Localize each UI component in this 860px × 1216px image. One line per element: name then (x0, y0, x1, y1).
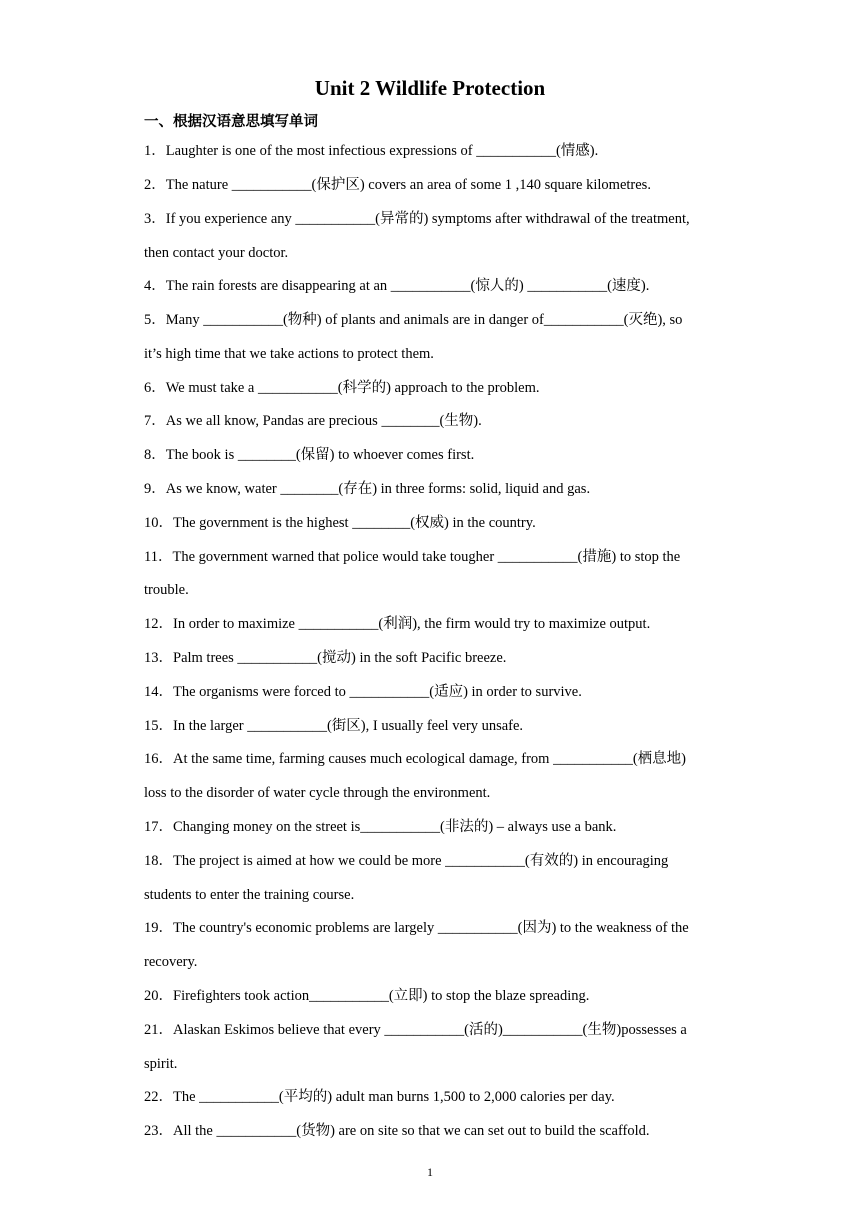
question-line: 17．Changing money on the street is___________(非法的) – always use a bank. (144, 819, 617, 835)
question-line: 11．The government warned that police would take tougher ___________(措施) to stop the (144, 549, 681, 565)
question-line: 3．If you experience any ___________(异常的) symptoms after withdrawal of the treatment, (144, 211, 690, 227)
question-line-continuation: it’s high time that we take actions to protect them. (144, 346, 434, 362)
question-line-continuation: recovery. (144, 954, 198, 970)
question-line: 22．The ___________(平均的) adult man burns 1,500 to 2,000 calories per day. (144, 1089, 615, 1105)
page-title: Unit 2 Wildlife Protection (314, 76, 546, 100)
question-line-continuation: students to enter the training course. (144, 887, 355, 903)
question-line: 20．Firefighters took action___________(立即) to stop the blaze spreading. (144, 988, 590, 1004)
question-line: 1．Laughter is one of the most infectious expressions of ___________(情感). (144, 143, 599, 159)
question-line: 8．The book is ________(保留) to whoever comes first. (144, 447, 475, 463)
question-line: 5．Many ___________(物种) of plants and animals are in danger of___________(灭绝), so (144, 312, 683, 328)
question-line: 23．All the ___________(货物) are on site so that we can set out to build the scaffold. (144, 1123, 650, 1139)
section-heading: 一、根据汉语意思填写单词 (144, 114, 318, 130)
question-line: 7．As we all know, Pandas are precious ________(生物). (144, 413, 482, 429)
question-line: 21．Alaskan Eskimos believe that every ___________(活的)___________(生物)possesses a (144, 1022, 687, 1038)
page-number: 1 (427, 1165, 433, 1179)
question-line: 2．The nature ___________(保护区) covers an area of some 1 ,140 square kilometres. (144, 177, 651, 193)
question-line: 4．The rain forests are disappearing at an ___________(惊人的) ___________(速度). (144, 278, 650, 294)
question-line: 9．As we know, water ________(存在) in three forms: solid, liquid and gas. (144, 481, 591, 497)
question-line-continuation: trouble. (144, 582, 189, 598)
question-line: 13．Palm trees ___________(搅动) in the soft Pacific breeze. (144, 650, 507, 666)
question-line: 19．The country's economic problems are largely ___________(因为) to the weakness of the (144, 920, 689, 936)
question-line-continuation: loss to the disorder of water cycle through the environment. (144, 785, 491, 801)
question-line: 6．We must take a ___________(科学的) approach to the problem. (144, 380, 540, 396)
question-line: 14．The organisms were forced to ___________(适应) in order to survive. (144, 684, 582, 700)
question-line: 10．The government is the highest ________(权威) in the country. (144, 515, 536, 531)
question-line: 16．At the same time, farming causes much ecological damage, from ___________(栖息地) (144, 751, 686, 767)
question-line: 18．The project is aimed at how we could be more ___________(有效的) in encouraging (144, 853, 669, 869)
question-line-continuation: then contact your doctor. (144, 245, 289, 261)
question-line: 12．In order to maximize ___________(利润), the firm would try to maximize output. (144, 616, 651, 632)
question-line-continuation: spirit. (144, 1056, 178, 1072)
question-line: 15．In the larger ___________(街区), I usually feel very unsafe. (144, 718, 524, 734)
